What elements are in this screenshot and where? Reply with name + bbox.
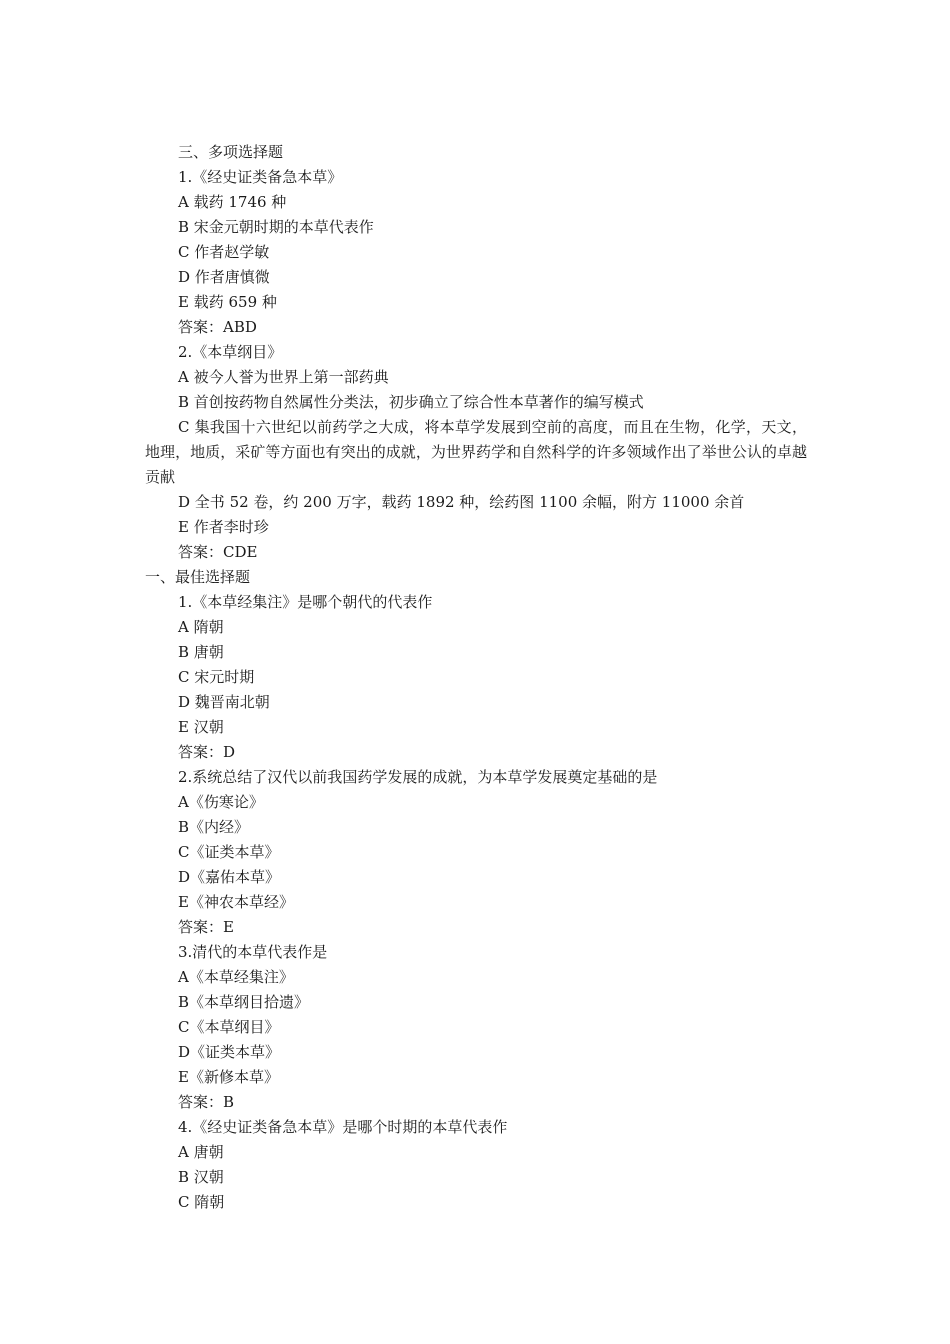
option-a: A 唐朝 (178, 1143, 224, 1161)
option-b: B 首创按药物自然属性分类法，初步确立了综合性本草著作的编写模式 (178, 393, 644, 411)
option-c: C《证类本草》 (178, 843, 280, 861)
option-b: B 宋金元朝时期的本草代表作 (178, 218, 374, 236)
question-3-text: 3.清代的本草代表作是 (178, 943, 328, 961)
option-d: D 全书 52 卷，约 200 万字，载药 1892 种，绘药图 1100 余幅，附方 11000 余首 (178, 493, 745, 511)
question-1-text: 1.《本草经集注》是哪个朝代的代表作 (178, 593, 433, 611)
section-heading-best-choice: 一、最佳选择题 (145, 568, 251, 586)
answer-text: 答案：D (178, 743, 236, 761)
option-e: E 汉朝 (178, 718, 224, 736)
option-a: A 被今人誉为世界上第一部药典 (178, 368, 389, 386)
answer-text: 答案：ABD (178, 318, 257, 336)
option-a: A 隋朝 (178, 618, 224, 636)
option-d: D《证类本草》 (178, 1043, 281, 1061)
option-b: B《内经》 (178, 818, 250, 836)
option-c: C 宋元时期 (178, 668, 255, 686)
option-e: E《神农本草经》 (178, 893, 294, 911)
option-d: D 魏晋南北朝 (178, 693, 270, 711)
option-a: A《本草经集注》 (178, 968, 294, 986)
option-d: D《嘉佑本草》 (178, 868, 281, 886)
section-heading-multiple-choice: 三、多项选择题 (178, 143, 284, 161)
option-a: A《伤寒论》 (178, 793, 264, 811)
option-c: C 作者赵学敏 (178, 243, 270, 261)
option-c: C 隋朝 (178, 1193, 225, 1211)
question-2-text: 2.系统总结了汉代以前我国药学发展的成就，为本草学发展奠定基础的是 (178, 768, 658, 786)
option-b: B 唐朝 (178, 643, 224, 661)
option-c: C《本草纲目》 (178, 1018, 280, 1036)
option-b: B 汉朝 (178, 1168, 224, 1186)
option-e: E 载药 659 种 (178, 293, 277, 311)
answer-text: 答案：E (178, 918, 234, 936)
answer-text: 答案：B (178, 1093, 235, 1111)
option-c-paragraph: C 集我国十六世纪以前药学之大成，将本草学发展到空前的高度，而且在生物，化学，天文，地理，地质，采矿等方面也有突出的成就，为世界药学和自然科学的许多领域作出了举世公认的卓越贡献 (145, 418, 807, 486)
option-d: D 作者唐慎微 (178, 268, 270, 286)
option-e: E 作者李时珍 (178, 518, 269, 536)
answer-text: 答案：CDE (178, 543, 258, 561)
option-a: A 载药 1746 种 (178, 193, 287, 211)
option-b: B《本草纲目拾遗》 (178, 993, 310, 1011)
question-2-text: 2.《本草纲目》 (178, 343, 283, 361)
question-1-text: 1.《经史证类备急本草》 (178, 168, 343, 186)
option-e: E《新修本草》 (178, 1068, 279, 1086)
question-4-text: 4.《经史证类备急本草》是哪个时期的本草代表作 (178, 1118, 508, 1136)
